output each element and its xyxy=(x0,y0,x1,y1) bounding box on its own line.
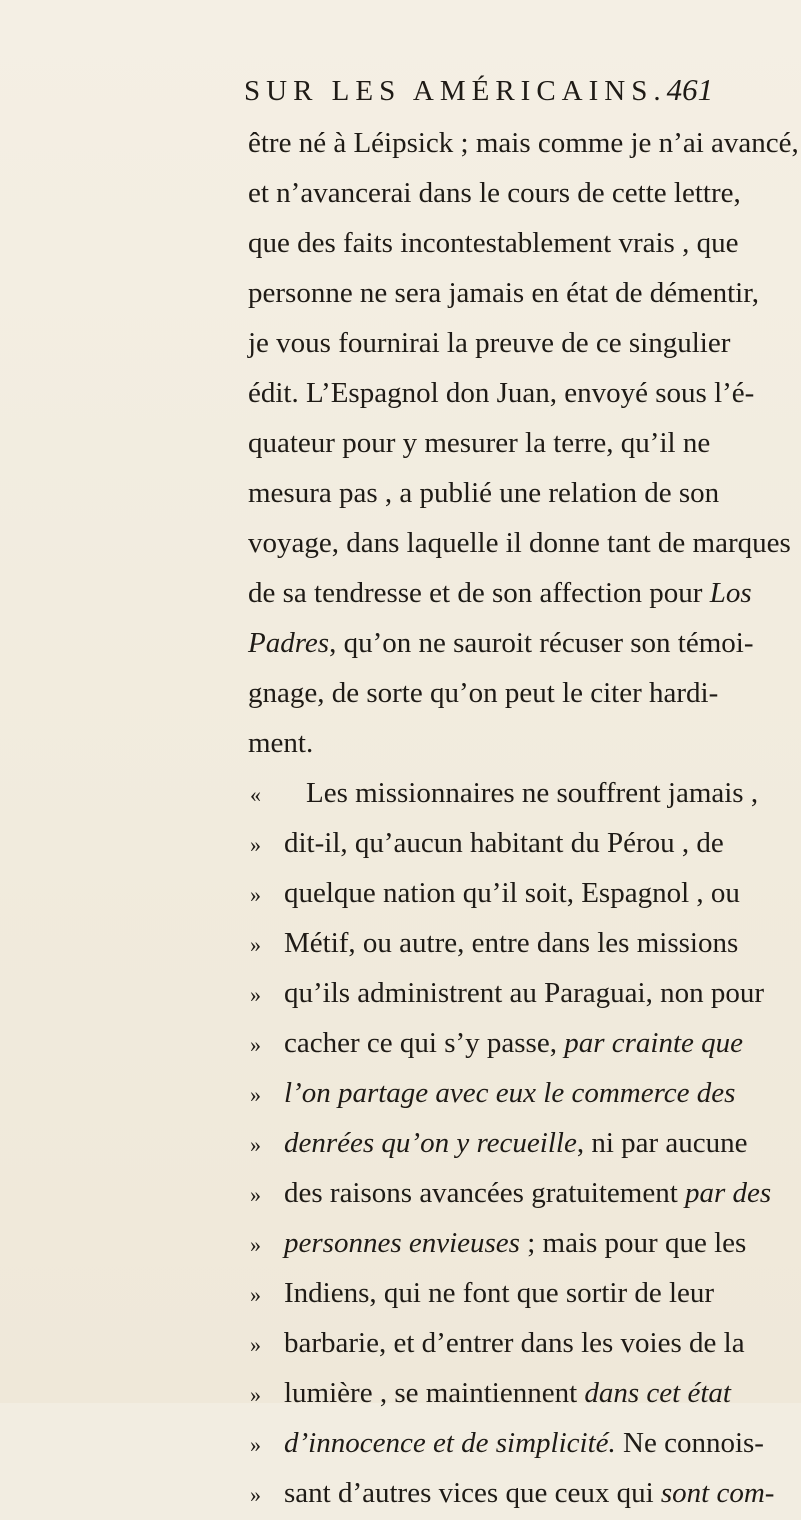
quote-mark: » xyxy=(250,1482,261,1507)
text-line xyxy=(248,318,731,368)
text-segment: Indiens, qui ne font que sortir de leur xyxy=(284,1277,715,1309)
text-segment: mesura pas , a publié une relation de son xyxy=(248,477,720,509)
text-segment: quelque nation qu’il soit, Espagnol , ou xyxy=(284,877,740,909)
text-line xyxy=(250,818,724,868)
italic-text: l’on partage avec eux le commerce des xyxy=(284,1077,736,1109)
text-line xyxy=(250,1268,715,1318)
text-line xyxy=(248,668,719,718)
text-segment: ; mais pour que les xyxy=(519,1227,747,1259)
text-segment: , qu’on ne sauroit récuser son témoi- xyxy=(329,627,754,659)
text-line xyxy=(248,268,759,318)
quote-mark: » xyxy=(250,1282,261,1307)
quote-mark: » xyxy=(250,932,261,957)
text-segment: lumière , se maintiennent xyxy=(284,1377,585,1409)
text-line xyxy=(248,718,683,768)
italic-text: par des xyxy=(685,1177,772,1209)
text-segment: Les missionnaires ne souffrent jamais , xyxy=(306,777,759,809)
text-segment: et n’avancerai dans le cours de cette lettre, xyxy=(248,177,741,209)
quote-mark: « xyxy=(250,782,261,807)
text-segment: , ni par aucune xyxy=(576,1127,748,1159)
page-number: 461 xyxy=(666,72,714,107)
text-line xyxy=(248,368,755,418)
quote-mark: » xyxy=(250,1082,261,1107)
text-line xyxy=(250,1068,736,1118)
quote-mark: » xyxy=(250,1182,261,1207)
quote-mark: » xyxy=(250,1132,261,1157)
text-line xyxy=(250,918,739,968)
text-segment: Métif, ou autre, entre dans les missions xyxy=(284,927,739,959)
italic-text: par crainte que xyxy=(564,1027,744,1059)
italic-text: d’innocence et de simplicité. xyxy=(284,1427,616,1459)
text-segment: de sa tendresse et de son affection pour xyxy=(248,577,710,609)
quoted-text xyxy=(284,1118,748,1168)
italic-text: Padres xyxy=(248,627,330,659)
quoted-text xyxy=(284,818,724,868)
text-line xyxy=(250,1418,764,1468)
quote-mark: » xyxy=(250,832,261,857)
italic-text: Los xyxy=(709,577,752,609)
text-line xyxy=(250,968,765,1018)
text-line xyxy=(248,518,791,568)
text-segment: je vous fournirai la preuve de ce singulier xyxy=(248,327,731,359)
text-segment: édit. L’Espagnol don Juan, envoyé sous l’é- xyxy=(248,377,755,409)
text-line xyxy=(250,1118,748,1168)
quoted-text xyxy=(284,968,765,1018)
text-line xyxy=(250,1218,747,1268)
text-line xyxy=(248,168,741,218)
quote-mark: » xyxy=(250,982,261,1007)
text-segment: qu’ils administrent au Paraguai, non pour xyxy=(284,977,765,1009)
text-segment: Ne connois- xyxy=(615,1427,764,1459)
text-line xyxy=(250,1468,775,1518)
quoted-text xyxy=(284,1018,744,1068)
text-segment: être né à Léipsick ; mais comme je n’ai avancé, xyxy=(248,127,799,159)
quoted-text xyxy=(284,1068,736,1118)
quoted-text xyxy=(284,1318,745,1368)
quoted-text xyxy=(284,1268,715,1318)
text-segment: gnage, de sorte qu’on peut le citer hardi- xyxy=(248,677,719,709)
text-line xyxy=(248,418,711,468)
text-line xyxy=(248,468,720,518)
italic-text: dans cet état xyxy=(584,1377,731,1409)
quote-mark: » xyxy=(250,1432,261,1457)
text-segment: sant d’autres vices que ceux qui xyxy=(284,1477,661,1509)
quoted-text xyxy=(284,868,740,918)
text-line xyxy=(250,1368,731,1418)
quote-mark: » xyxy=(250,1032,261,1057)
text-line xyxy=(248,118,799,168)
text-segment: ment. xyxy=(248,727,314,759)
quoted-text xyxy=(284,1468,775,1518)
text-line xyxy=(248,218,739,268)
text-segment: des raisons avancées gratuitement xyxy=(284,1177,686,1209)
quoted-text xyxy=(284,1418,764,1468)
text-segment: cacher ce qui s’y passe, xyxy=(284,1027,565,1059)
text-line xyxy=(250,1168,772,1218)
text-line xyxy=(248,618,754,668)
page-header xyxy=(244,72,714,116)
text-segment: quateur pour y mesurer la terre, qu’il ne xyxy=(248,427,711,459)
text-line xyxy=(248,568,752,618)
quote-mark: » xyxy=(250,1232,261,1257)
quoted-text xyxy=(284,1168,772,1218)
quote-mark: » xyxy=(250,1332,261,1357)
text-segment: dit-il, qu’aucun habitant du Pérou , de xyxy=(284,827,724,859)
text-line xyxy=(250,768,759,818)
quoted-text xyxy=(284,768,759,818)
italic-text: personnes envieuses xyxy=(284,1227,520,1259)
quoted-text xyxy=(284,1368,731,1418)
italic-text: sont com- xyxy=(660,1477,775,1509)
quote-mark: » xyxy=(250,882,261,907)
text-line xyxy=(250,868,740,918)
text-segment: voyage, dans laquelle il donne tant de marques xyxy=(248,527,791,559)
text-line xyxy=(250,1018,744,1068)
quote-mark: » xyxy=(250,1382,261,1407)
quoted-text xyxy=(284,918,739,968)
running-head: SUR LES AMÉRICAINS. xyxy=(244,75,667,107)
text-segment: que des faits incontestablement vrais , que xyxy=(248,227,739,259)
text-line xyxy=(250,1318,745,1368)
italic-text: denrées qu’on y recueille xyxy=(284,1127,577,1159)
quoted-text xyxy=(284,1218,747,1268)
text-segment: barbarie, et d’entrer dans les voies de la xyxy=(284,1327,745,1359)
text-segment: personne ne sera jamais en état de démentir, xyxy=(248,277,759,309)
